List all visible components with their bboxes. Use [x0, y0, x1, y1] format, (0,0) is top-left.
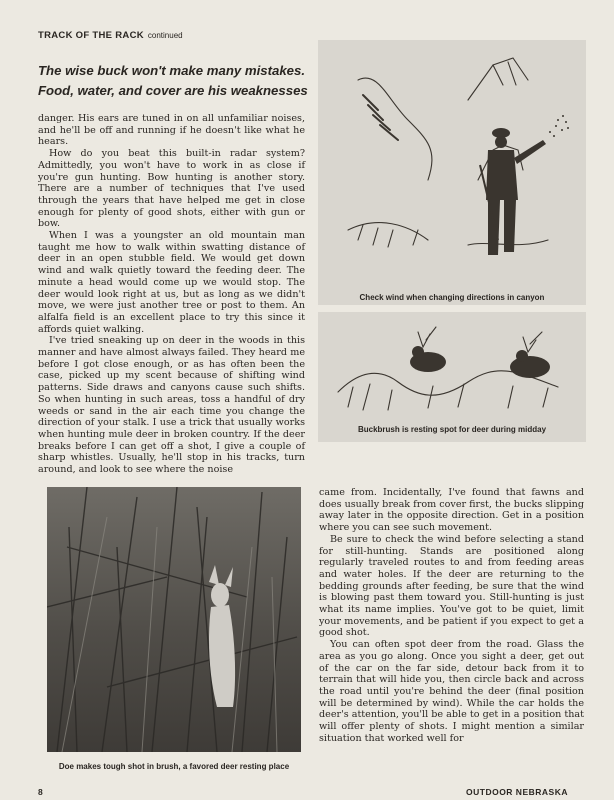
page-number: 8	[38, 787, 43, 797]
brush-photo-image	[47, 487, 301, 752]
doe-in-brush-photo	[47, 487, 301, 752]
buckbrush-illustration	[318, 312, 586, 442]
caption-photo: Doe makes tough shot in brush, a favored deer resting place	[58, 762, 290, 771]
subheadline-line-2: Food, water, and cover are his weaknesses	[38, 83, 308, 98]
paragraph: I've tried sneaking up on deer in the woods in this manner and have almost always failed. They heard me before I got close enough, or as has often been the case, picked up my scent because of shifting wind patterns. Side draws and canyons cause such shifts. So when hunting in such areas, toss a handful of dry weeds or sand in the air each time you change the direction of your stalk. I use a trick that usually works when hunting mule deer in broken country. If the deer breaks before I can get off a shot, I give a couple of sharp whistles. Usually, he'll stop in his tracks, turn around, and look to see where the noise	[38, 335, 305, 476]
section-header	[38, 30, 183, 41]
subheadline	[38, 61, 308, 101]
paragraph: When I was a youngster an old mountain man taught me how to walk within swatting distance of deer in an open stubble field. We would get down wind and walk quietly toward the feeding deer. The minute a head would come up we would stop. The deer would look right at us, but as long as we didn't move, we were just another tree or post to them. An alfalfa field is an excellent place to try this since it affords quiet walking.	[38, 230, 305, 335]
article-column-right	[319, 487, 584, 744]
paragraph: danger. His ears are tuned in on all unfamiliar noises, and he'll be off and running if he doesn't like what he hears.	[38, 113, 305, 148]
hunter-sketch	[318, 40, 586, 290]
paragraph: How do you beat this built-in radar system? Admittedly, you won't have to work in as close if you're gun hunting. Bow hunting is another story. There are a number of techniques that I've used through the years that have helped me get in close enough for plenty of good shots, either with gun or bow.	[38, 148, 305, 230]
subheadline-line-1: The wise buck won't make many mistakes.	[38, 63, 305, 78]
paragraph: came from. Incidentally, I've found that fawns and does usually break from cover first, the bucks slipping away later in the opposite direction. Get in a position where you can see such movement.	[319, 487, 584, 534]
paragraph: Be sure to check the wind before selecting a stand for still-hunting. Stands are positioned along regularly traveled routes to and from feeding areas and water holes. If the deer are returning to the bedding grounds after feeding, be sure that the wind is blowing past them toward you. Still-hunting is just what its name implies. You've got to be quiet, limit your movements, and be patient if you expect to get a good shot.	[319, 533, 584, 639]
continued-label: continued	[147, 31, 183, 40]
caption-buckbrush: Buckbrush is resting spot for deer during midday	[357, 425, 547, 434]
resting-deer-sketch	[318, 312, 586, 422]
canyon-illustration	[318, 40, 586, 305]
caption-canyon: Check wind when changing directions in canyon	[359, 293, 545, 302]
magazine-name: OUTDOOR NEBRASKA	[466, 787, 568, 797]
article-column-left	[38, 113, 305, 476]
paragraph: You can often spot deer from the road. Glass the area as you go along. Once you sight a deer, get out of the car on the far side, detour back from it to terrain that will hide you, then circle back and across the road until you're behind the deer (final position will be determined by wind). While the car holds the deer's attention, you'll be able to get in a position that will offer plenty of shots. I might mention a similar situation that worked well for	[319, 639, 584, 744]
section-title: TRACK OF THE RACK	[38, 30, 144, 41]
